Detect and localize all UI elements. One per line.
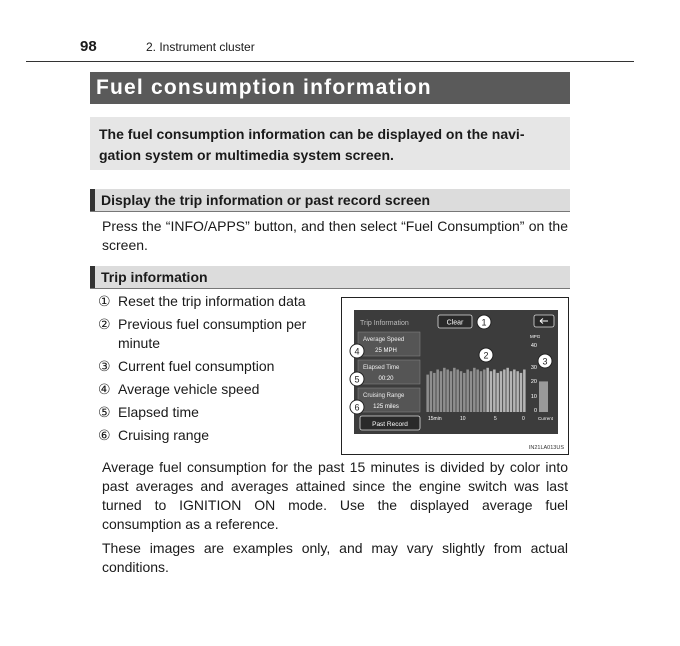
svg-text:1: 1 bbox=[481, 317, 487, 328]
svg-text:6: 6 bbox=[354, 402, 360, 413]
fuel-bar bbox=[450, 371, 453, 412]
fuel-bar bbox=[483, 370, 486, 413]
figure-code: IN21LA013US bbox=[528, 445, 564, 451]
list-number: ② bbox=[98, 316, 111, 332]
y-tick: 0 bbox=[533, 408, 537, 414]
trip-screen-illustration bbox=[341, 297, 569, 455]
chapter-title: 2. Instrument cluster bbox=[146, 40, 255, 54]
list-number: ⑥ bbox=[98, 427, 111, 443]
fuel-bar bbox=[503, 370, 506, 413]
x-tick: 5 bbox=[494, 416, 497, 422]
fuel-bar bbox=[476, 370, 479, 413]
y-tick: 40 bbox=[530, 343, 537, 349]
y-tick: 10 bbox=[530, 394, 537, 400]
avg-speed-label: Average Speed bbox=[363, 337, 405, 343]
list-item bbox=[98, 426, 338, 445]
section-heading-trip: Trip information bbox=[90, 266, 570, 288]
range-value: 125 miles bbox=[373, 404, 399, 410]
elapsed-label: Elapsed Time bbox=[363, 365, 400, 371]
list-text: Current fuel consumption bbox=[118, 358, 275, 374]
fuel-bar bbox=[490, 371, 493, 412]
list-number: ④ bbox=[98, 381, 111, 397]
page-title: Fuel consumption information bbox=[90, 72, 570, 104]
fuel-bar bbox=[446, 370, 449, 413]
fuel-bar bbox=[480, 371, 483, 412]
x-tick: 0 bbox=[522, 416, 525, 422]
fuel-bar bbox=[440, 371, 443, 412]
fuel-bar bbox=[520, 373, 523, 412]
list-text: Previous fuel consumption per minute bbox=[118, 316, 307, 351]
list-item bbox=[98, 380, 338, 399]
fuel-bar bbox=[473, 368, 476, 412]
y-tick: 20 bbox=[530, 379, 537, 385]
fuel-bar bbox=[430, 371, 433, 412]
past-record-label: Past Record bbox=[372, 421, 408, 428]
fuel-bar bbox=[470, 371, 473, 412]
list-item bbox=[98, 315, 338, 353]
fuel-bar bbox=[493, 370, 496, 413]
page-number: 98 bbox=[80, 38, 97, 55]
fuel-bar bbox=[486, 368, 489, 412]
trip-paragraph-2: These images are examples only, and may vary slightly from actual conditions. bbox=[102, 540, 568, 575]
list-item bbox=[98, 292, 338, 311]
fuel-bar bbox=[523, 370, 526, 413]
trip-paragraph-1: Average fuel consumption for the past 15 minutes is divided by color into past averages and averages attained since the engine switch was last turned to IGNITION ON mode. Use the displayed average fuel consumption as a reference. bbox=[102, 459, 568, 532]
fuel-bar bbox=[516, 371, 519, 412]
fuel-bar bbox=[456, 370, 459, 413]
fuel-bar bbox=[506, 368, 509, 412]
trip-info-list bbox=[98, 292, 338, 449]
screen-svg bbox=[342, 298, 568, 454]
x-tick: 15min bbox=[428, 416, 442, 422]
fuel-bar bbox=[510, 371, 513, 412]
intro-box: The fuel consumption information can be displayed on the navi-gation system or multimedia system screen. bbox=[90, 117, 570, 170]
x-tick: 10 bbox=[460, 416, 466, 422]
svg-text:5: 5 bbox=[354, 374, 360, 385]
list-text: Elapsed time bbox=[118, 404, 199, 420]
elapsed-value: 00:20 bbox=[378, 376, 394, 382]
fuel-bar bbox=[436, 370, 439, 413]
svg-text:3: 3 bbox=[542, 356, 548, 367]
fuel-bar bbox=[433, 373, 436, 412]
svg-text:2: 2 bbox=[483, 350, 489, 361]
fuel-bar bbox=[460, 371, 463, 412]
page-header bbox=[0, 0, 680, 62]
callout-2 bbox=[479, 348, 493, 362]
unit-label: MPG bbox=[530, 334, 541, 339]
list-text: Reset the trip information data bbox=[118, 293, 306, 309]
fuel-bar bbox=[466, 370, 469, 413]
clear-button-label: Clear bbox=[446, 319, 464, 327]
fuel-bar bbox=[426, 375, 429, 412]
fuel-bar bbox=[453, 368, 456, 412]
callout-3 bbox=[538, 354, 552, 368]
list-item bbox=[98, 403, 338, 422]
current-bar bbox=[539, 381, 548, 412]
fuel-bar bbox=[496, 373, 499, 412]
fuel-bar bbox=[443, 368, 446, 412]
fuel-bar bbox=[463, 373, 466, 412]
section-heading-display: Display the trip information or past record screen bbox=[90, 189, 570, 211]
section-body-display: Press the “INFO/APPS” button, and then select “Fuel Consumption” on the screen. bbox=[102, 218, 568, 253]
list-text: Average vehicle speed bbox=[118, 381, 260, 397]
avg-speed-value: 25 MPH bbox=[375, 348, 397, 354]
y-tick: 30 bbox=[530, 365, 537, 371]
fuel-bar bbox=[500, 371, 503, 412]
x-tick: Current bbox=[538, 416, 554, 421]
fuel-bar bbox=[513, 370, 516, 413]
list-text: Cruising range bbox=[118, 427, 210, 443]
range-label: Cruising Range bbox=[363, 393, 405, 399]
list-number: ③ bbox=[98, 358, 111, 374]
header-rule bbox=[26, 61, 634, 62]
callout-4 bbox=[350, 344, 364, 358]
callout-5 bbox=[350, 372, 364, 386]
list-item bbox=[98, 357, 338, 376]
callout-6 bbox=[350, 400, 364, 414]
callout-1 bbox=[477, 315, 491, 329]
screen-title: Trip Information bbox=[360, 320, 409, 327]
list-number: ① bbox=[98, 293, 111, 309]
list-number: ⑤ bbox=[98, 404, 111, 420]
svg-text:4: 4 bbox=[354, 346, 360, 357]
